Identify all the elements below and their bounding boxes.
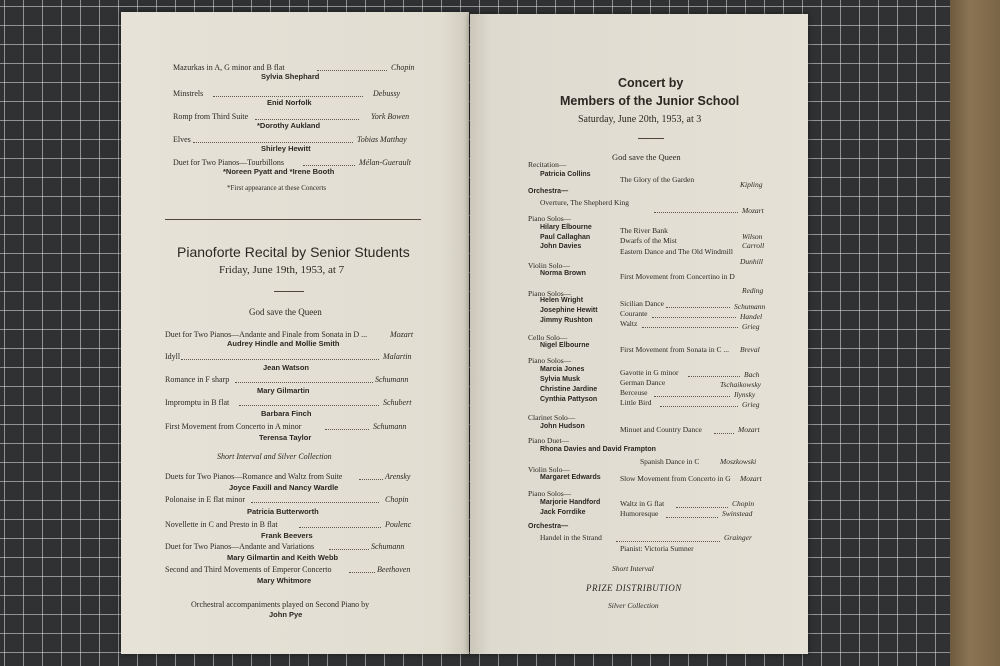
leader-dots [235, 382, 373, 383]
composer: Mozart [738, 425, 760, 434]
concert-title-line2: Members of the Junior School [560, 94, 740, 108]
leader-dots [213, 96, 363, 97]
leader-dots [299, 527, 381, 528]
leader-dots [688, 376, 740, 377]
composer: Carroll [742, 241, 765, 250]
program-composer: Arensky [385, 472, 411, 481]
performer: Marjorie Handford [540, 499, 601, 506]
piece: Humoresque [620, 509, 659, 518]
leader-dots [666, 307, 730, 308]
piece: German Dance [620, 378, 666, 387]
program-composer: Schumann [371, 542, 405, 551]
piece: Slow Movement from Concerto in G [620, 474, 731, 483]
composer: Chopin [732, 499, 755, 508]
section-label: Piano Solos— [528, 214, 572, 223]
piece: Gavotte in G minor [620, 368, 679, 377]
piece: Dwarfs of the Mist [620, 236, 677, 245]
piece: Eastern Dance and The Old Windmill [620, 247, 733, 256]
leader-dots [652, 317, 736, 318]
performer: Jimmy Rushton [540, 317, 593, 324]
piece: Sicilian Dance [620, 299, 664, 308]
piece: Courante [620, 309, 648, 318]
program-piece: Mazurkas in A, G minor and B flat [173, 63, 285, 72]
composer: Grieg [742, 322, 760, 331]
leader-dots [193, 142, 353, 143]
piece: First Movement from Concertino in D [620, 272, 735, 281]
section-label: Clarinet Solo— [528, 413, 576, 422]
composer: Reding [742, 286, 764, 295]
recital-title: Pianoforte Recital by Senior Students [177, 244, 410, 260]
short-rule [638, 138, 664, 139]
program-piece: Romance in F sharp [165, 375, 230, 384]
composer: Schumann [734, 302, 766, 311]
performer: John Davies [540, 243, 582, 250]
leader-dots [642, 327, 738, 328]
program-composer: Poulenc [385, 520, 412, 529]
composer: Bach [744, 370, 760, 379]
piece: Minuet and Country Dance [620, 425, 702, 434]
composer: Grainger [724, 533, 752, 542]
leader-dots [251, 502, 379, 503]
leader-dots [349, 572, 375, 573]
program-performer: Terensa Taylor [259, 433, 312, 442]
section-label: Piano Solos— [528, 289, 572, 298]
piece: Spanish Dance in C [640, 457, 700, 466]
wooden-table-edge [950, 0, 1000, 666]
leader-dots [329, 549, 369, 550]
program-composer: Schubert [383, 398, 412, 407]
piece: The River Bank [620, 226, 668, 235]
composer: Wilson [742, 232, 763, 241]
section-label: Orchestra— [528, 523, 569, 530]
program-composer: Mozart [390, 330, 414, 339]
composer: Swinstead [722, 509, 753, 518]
concert-title-line1: Concert by [618, 76, 684, 90]
program-performer: Mary Whitmore [257, 576, 312, 585]
program-performer: Mary Gilmartin and Keith Webb [227, 553, 339, 562]
performer: Helen Wright [540, 297, 584, 304]
program-piece: Impromptu in B flat [165, 398, 230, 407]
prize-distribution: PRIZE DISTRIBUTION [586, 583, 682, 593]
program-performer: Joyce Faxill and Nancy Wardle [229, 483, 339, 492]
leader-dots [181, 359, 379, 360]
section-label: Piano Duet— [528, 436, 570, 445]
program-performer: Patricia Butterworth [247, 507, 319, 516]
performer: Margaret Edwards [540, 474, 601, 481]
leader-dots [654, 396, 730, 397]
program-composer: Beethoven [377, 565, 411, 574]
leader-dots [239, 405, 379, 406]
program-piece: Minstrels [173, 89, 204, 98]
program-piece: Elves [173, 135, 191, 144]
program-performer: *Noreen Pyatt and *Irene Booth [223, 167, 335, 176]
leader-dots [660, 406, 738, 407]
program-performer: Sylvia Shephard [261, 72, 320, 81]
recital-date: Friday, June 19th, 1953, at 7 [219, 264, 345, 276]
program-composer: Mélan-Guerault [359, 158, 411, 167]
program-composer: Chopin [385, 495, 409, 504]
program-performer: Frank Beevers [261, 531, 313, 540]
leader-dots [303, 165, 355, 166]
short-rule [274, 291, 304, 292]
program-performer: *Dorothy Aukland [257, 121, 321, 130]
program-piece: Second and Third Movements of Emperor Concerto [165, 565, 332, 574]
interval-note: Short Interval [612, 564, 654, 573]
piece: Berceuse [620, 388, 648, 397]
performer: Christine Jardine [540, 386, 598, 393]
performer: Josephine Hewitt [540, 307, 598, 314]
performer: Paul Callaghan [540, 234, 591, 241]
program-piece: Duets for Two Pianos—Romance and Waltz from Suite [165, 472, 343, 481]
piece: The Glory of the Garden [620, 175, 695, 184]
composer: Breval [740, 345, 760, 354]
program-composer: Malartin [383, 352, 412, 361]
program-performer: Shirley Hewitt [261, 144, 311, 153]
performer: Sylvia Musk [540, 376, 581, 383]
program-composer: York Bowen [371, 112, 410, 121]
section-label: Piano Solos— [528, 489, 572, 498]
composer: Grieg [742, 400, 760, 409]
section-label: Orchestra— [528, 188, 569, 195]
piece: First Movement from Sonata in C ... [620, 345, 729, 354]
performer: Cynthia Pattyson [540, 396, 598, 403]
program-composer: Chopin [391, 63, 415, 72]
composer: Ilynsky [734, 390, 756, 399]
right-page [470, 14, 808, 654]
program-performer: Barbara Finch [261, 409, 312, 418]
program-performer: Jean Watson [263, 363, 309, 372]
accompaniment-note: Orchestral accompaniments played on Second Piano by [191, 600, 370, 609]
pianist-credit: Pianist: Victoria Sumner [620, 544, 694, 553]
program-piece: Polonaise in E flat minor [165, 495, 245, 504]
composer: Mozart [742, 206, 764, 215]
program-piece: Romp from Third Suite [173, 112, 249, 121]
composer: Moszkowski [720, 457, 757, 466]
piece: Overture, The Shepherd King [540, 198, 630, 207]
leader-dots [325, 429, 369, 430]
composer: Mozart [740, 474, 762, 483]
interval-note: Short Interval and Silver Collection [217, 452, 332, 461]
piece: Waltz in G flat [620, 499, 665, 508]
section-label: Piano Solos— [528, 356, 572, 365]
leader-dots [666, 517, 718, 518]
piece: Handel in the Strand [540, 533, 602, 542]
leader-dots [359, 479, 383, 480]
program-piece: Novellette in C and Presto in B flat [165, 520, 278, 529]
performer: John Hudson [540, 423, 585, 430]
accompanist-name: John Pye [269, 610, 303, 619]
left-page [121, 12, 469, 654]
performer: Rhona Davies and David Frampton [540, 446, 656, 453]
program-piece: First Movement from Concerto in A minor [165, 422, 302, 431]
piece: Waltz [620, 319, 638, 328]
program-composer: Debussy [373, 89, 401, 98]
composer: Handel [740, 312, 763, 321]
concert-date: Saturday, June 20th, 1953, at 3 [578, 114, 702, 125]
anthem: God save the Queen [612, 152, 681, 162]
section-label: Recitation— [528, 160, 567, 169]
performer: Marcia Jones [540, 366, 585, 373]
program-piece: Idyll [165, 352, 181, 361]
performer: Nigel Elbourne [540, 342, 590, 349]
leader-dots [654, 212, 738, 213]
anthem: God save the Queen [249, 307, 322, 317]
leader-dots [255, 119, 359, 120]
section-divider [165, 219, 421, 220]
program-piece: Duet for Two Pianos—Andante and Finale from Sonata in D ... [165, 330, 368, 339]
performer: Patricia Collins [540, 171, 591, 178]
program-composer: Schumann [375, 375, 409, 384]
program-performer: Audrey Hindle and Mollie Smith [227, 339, 340, 348]
performer: Jack Forrdike [540, 509, 586, 516]
leader-dots [317, 70, 387, 71]
program-piece: Duet for Two Pianos—Tourbillons [173, 158, 284, 167]
program-performer: Enid Norfolk [267, 98, 312, 107]
performer: Norma Brown [540, 270, 586, 277]
composer: Kipling [740, 180, 763, 189]
piece: Little Bird [620, 398, 652, 407]
program-piece: Duet for Two Pianos—Andante and Variations [165, 542, 315, 551]
leader-dots [616, 541, 720, 542]
leader-dots [714, 433, 734, 434]
program-performer: Mary Gilmartin [257, 386, 310, 395]
section-label: Violin Solo— [528, 465, 570, 474]
program-composer: Tobias Matthay [357, 135, 407, 144]
section-label: Cello Solo— [528, 333, 568, 342]
composer: Tschaikowsky [720, 380, 761, 389]
footnote: *First appearance at these Concerts [227, 184, 327, 192]
composer: Dunhill [740, 257, 763, 266]
section-label: Violin Solo— [528, 261, 570, 270]
silver-collection: Silver Collection [608, 601, 659, 610]
program-composer: Schumann [373, 422, 407, 431]
leader-dots [676, 507, 728, 508]
performer: Hilary Elbourne [540, 224, 592, 231]
